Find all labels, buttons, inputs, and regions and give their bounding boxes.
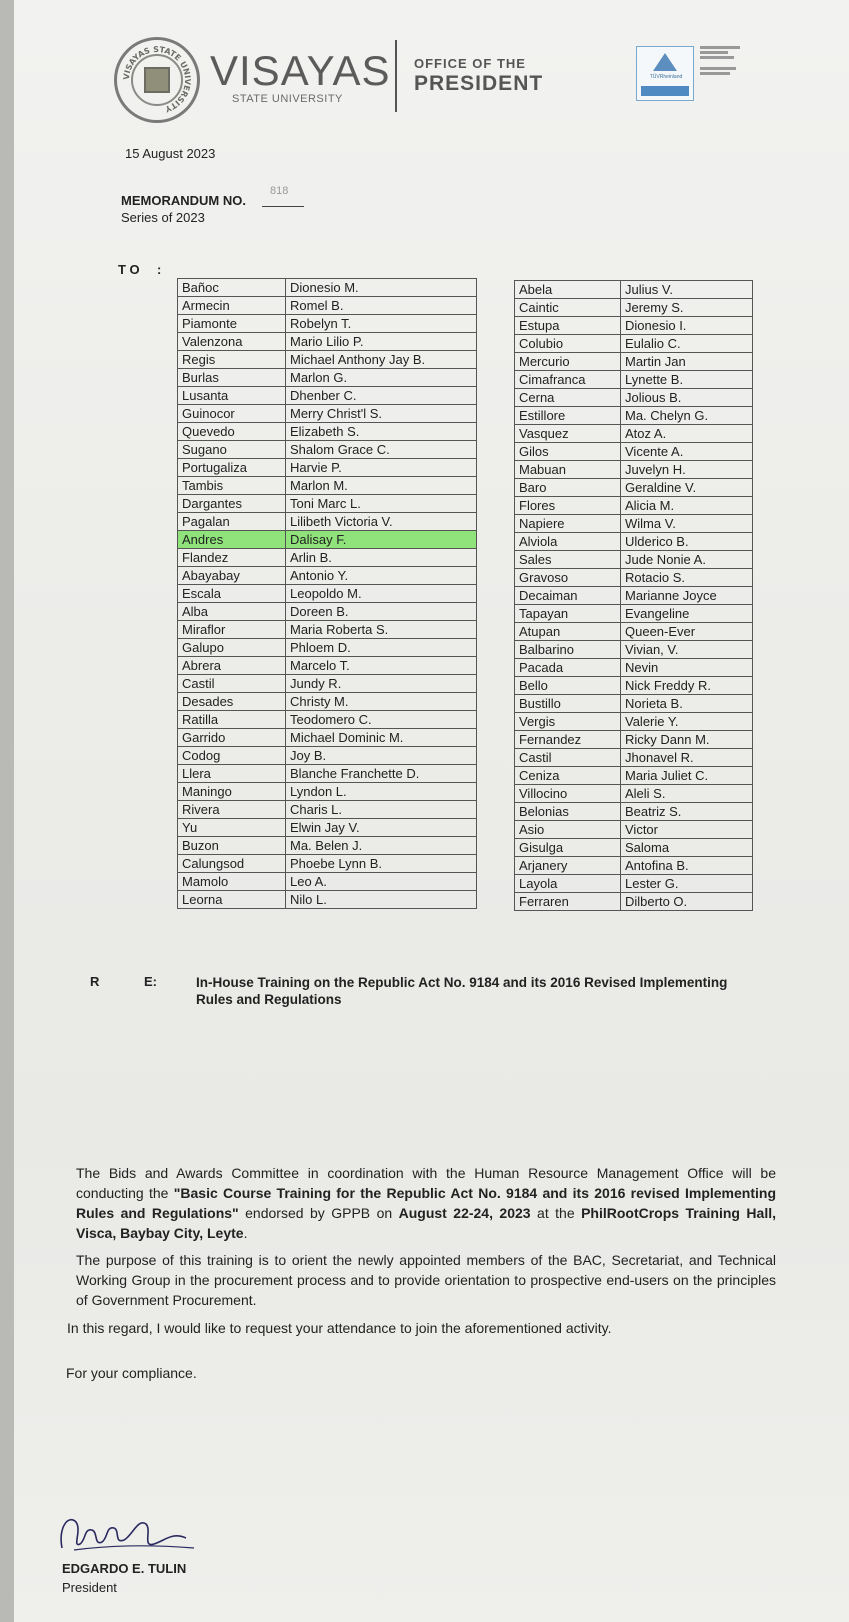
- recipient-row: [515, 443, 753, 461]
- recipient-given-name: Antofina B.: [621, 857, 753, 875]
- recipient-row: [178, 495, 477, 513]
- recipient-surname: Quevedo: [178, 423, 286, 441]
- recipient-surname: Maningo: [178, 783, 286, 801]
- recipient-surname: Fernandez: [515, 731, 621, 749]
- brand-subtitle: STATE UNIVERSITY: [232, 93, 343, 105]
- recipient-given-name: Vivian, V.: [621, 641, 753, 659]
- recipient-given-name: Lyndon L.: [286, 783, 477, 801]
- recipient-row: [178, 333, 477, 351]
- recipient-row: [515, 461, 753, 479]
- recipient-surname: Estillore: [515, 407, 621, 425]
- recipient-surname: Pagalan: [178, 513, 286, 531]
- recipient-row: [178, 279, 477, 297]
- recipient-row: [515, 839, 753, 857]
- recipient-row: [515, 857, 753, 875]
- recipient-surname: Buzon: [178, 837, 286, 855]
- recipients-table-right: [514, 280, 753, 911]
- recipient-surname: Sugano: [178, 441, 286, 459]
- recipient-surname: Armecin: [178, 297, 286, 315]
- recipient-surname: Castil: [178, 675, 286, 693]
- recipient-row: [178, 387, 477, 405]
- recipient-row: [515, 587, 753, 605]
- recipient-given-name: Mario Lilio P.: [286, 333, 477, 351]
- recipient-row: [515, 533, 753, 551]
- recipient-surname: Mercurio: [515, 353, 621, 371]
- recipient-given-name: Alicia M.: [621, 497, 753, 515]
- re-label-e: E:: [144, 974, 157, 989]
- recipient-given-name: Harvie P.: [286, 459, 477, 477]
- recipient-row: [515, 731, 753, 749]
- recipient-row: [515, 623, 753, 641]
- recipient-given-name: Phoebe Lynn B.: [286, 855, 477, 873]
- recipient-surname: Gravoso: [515, 569, 621, 587]
- signatory-position: President: [62, 1580, 117, 1595]
- recipient-surname: Calungsod: [178, 855, 286, 873]
- recipient-row: [515, 785, 753, 803]
- body-paragraph-4: For your compliance.: [66, 1365, 197, 1381]
- recipient-row: [515, 605, 753, 623]
- office-line-2: PRESIDENT: [414, 72, 544, 95]
- recipient-surname: Balbarino: [515, 641, 621, 659]
- recipient-row: [515, 407, 753, 425]
- recipient-row: [515, 659, 753, 677]
- recipient-given-name: Maria Juliet C.: [621, 767, 753, 785]
- p1-part-e: at the: [530, 1205, 582, 1221]
- recipient-surname: Colubio: [515, 335, 621, 353]
- recipient-surname: Regis: [178, 351, 286, 369]
- recipient-surname: Gilos: [515, 443, 621, 461]
- recipient-surname: Layola: [515, 875, 621, 893]
- recipient-given-name: Jude Nonie A.: [621, 551, 753, 569]
- recipient-given-name: Jundy R.: [286, 675, 477, 693]
- recipient-row: [515, 893, 753, 911]
- recipient-given-name: Romel B.: [286, 297, 477, 315]
- recipient-row: [178, 603, 477, 621]
- recipient-given-name: Leopoldo M.: [286, 585, 477, 603]
- recipient-given-name: Merry Christ'l S.: [286, 405, 477, 423]
- handwritten-signature: [54, 1508, 204, 1562]
- recipient-given-name: Rotacio S.: [621, 569, 753, 587]
- recipient-row: [178, 315, 477, 333]
- recipient-surname: Alba: [178, 603, 286, 621]
- recipient-row: [515, 479, 753, 497]
- cert-bar: [641, 86, 689, 96]
- recipient-row: [178, 657, 477, 675]
- recipient-surname: Alviola: [515, 533, 621, 551]
- memo-page: [14, 0, 849, 1622]
- recipient-row: [178, 819, 477, 837]
- recipient-given-name: Valerie Y.: [621, 713, 753, 731]
- recipient-surname: Andres: [178, 531, 286, 549]
- training-dates: August 22-24, 2023: [398, 1205, 531, 1221]
- recipient-surname: Decaiman: [515, 587, 621, 605]
- recipient-surname: Valenzona: [178, 333, 286, 351]
- p1-part-c: endorsed by GPPB on: [238, 1205, 399, 1221]
- recipient-surname: Mamolo: [178, 873, 286, 891]
- recipient-given-name: Marlon M.: [286, 477, 477, 495]
- recipient-row: [515, 695, 753, 713]
- recipient-surname: Villocino: [515, 785, 621, 803]
- recipient-surname: Escala: [178, 585, 286, 603]
- recipient-given-name: Shalom Grace C.: [286, 441, 477, 459]
- recipient-given-name: Ma. Belen J.: [286, 837, 477, 855]
- recipient-surname: Garrido: [178, 729, 286, 747]
- recipient-given-name: Vicente A.: [621, 443, 753, 461]
- recipient-given-name: Nevin: [621, 659, 753, 677]
- recipient-surname: Cerna: [515, 389, 621, 407]
- recipient-row: [178, 783, 477, 801]
- memo-number: 818: [270, 185, 289, 197]
- recipient-row: [515, 767, 753, 785]
- recipient-surname: Guinocor: [178, 405, 286, 423]
- seal-text: VISAYAS STATE UNIVERSITY: [121, 44, 193, 114]
- recipient-row: [178, 837, 477, 855]
- recipient-given-name: Nilo L.: [286, 891, 477, 909]
- recipient-surname: Abela: [515, 281, 621, 299]
- recipient-surname: Flandez: [178, 549, 286, 567]
- recipient-surname: Abayabay: [178, 567, 286, 585]
- recipient-surname: Gisulga: [515, 839, 621, 857]
- recipient-given-name: Doreen B.: [286, 603, 477, 621]
- recipient-given-name: Michael Anthony Jay B.: [286, 351, 477, 369]
- brand-name: VISAYAS: [210, 47, 391, 94]
- recipient-row: [515, 335, 753, 353]
- p1-part-g: .: [243, 1225, 248, 1241]
- recipient-given-name: Julius V.: [621, 281, 753, 299]
- recipient-given-name: Lynette B.: [621, 371, 753, 389]
- recipient-surname: Ferraren: [515, 893, 621, 911]
- recipient-given-name: Martin Jan: [621, 353, 753, 371]
- memo-label: MEMORANDUM NO.: [121, 193, 246, 208]
- recipient-given-name: Christy M.: [286, 693, 477, 711]
- recipient-row: [178, 621, 477, 639]
- recipient-surname: Flores: [515, 497, 621, 515]
- recipient-row: [178, 567, 477, 585]
- recipient-surname: Bello: [515, 677, 621, 695]
- recipient-row: [178, 531, 477, 549]
- seal-core: [144, 67, 170, 93]
- to-colon: :: [157, 262, 162, 277]
- recipient-row: [178, 477, 477, 495]
- recipient-given-name: Marcelo T.: [286, 657, 477, 675]
- body-paragraph-1: [76, 1163, 776, 1243]
- recipient-row: [515, 317, 753, 335]
- memo-date: 15 August 2023: [125, 146, 216, 161]
- recipient-surname: Miraflor: [178, 621, 286, 639]
- recipient-surname: Vergis: [515, 713, 621, 731]
- recipient-given-name: Beatriz S.: [621, 803, 753, 821]
- recipient-surname: Vasquez: [515, 425, 621, 443]
- recipient-given-name: Arlin B.: [286, 549, 477, 567]
- recipient-given-name: Elwin Jay V.: [286, 819, 477, 837]
- office-line-1: OFFICE OF THE: [414, 56, 526, 71]
- recipient-row: [178, 711, 477, 729]
- recipient-row: [178, 639, 477, 657]
- recipient-surname: Llera: [178, 765, 286, 783]
- recipients-table-left: [177, 278, 477, 909]
- recipient-given-name: Geraldine V.: [621, 479, 753, 497]
- recipient-surname: Piamonte: [178, 315, 286, 333]
- recipient-surname: Mabuan: [515, 461, 621, 479]
- signatory-name: EDGARDO E. TULIN: [62, 1561, 187, 1576]
- recipient-row: [515, 677, 753, 695]
- re-label-r: R: [90, 974, 100, 989]
- recipient-surname: Baro: [515, 479, 621, 497]
- recipient-row: [178, 801, 477, 819]
- p1-part-a: The Bids and Awards Committee in coordination with the Human Resource Management Office will be conducting the: [76, 1165, 776, 1201]
- recipient-row: [515, 749, 753, 767]
- recipient-row: [515, 389, 753, 407]
- recipient-given-name: Lilibeth Victoria V.: [286, 513, 477, 531]
- recipient-row: [515, 713, 753, 731]
- cert-triangle-icon: [653, 53, 677, 71]
- recipient-given-name: Atoz A.: [621, 425, 753, 443]
- recipient-row: [178, 693, 477, 711]
- recipient-row: [178, 675, 477, 693]
- recipient-surname: Portugaliza: [178, 459, 286, 477]
- recipient-row: [178, 297, 477, 315]
- recipient-row: [178, 855, 477, 873]
- recipient-given-name: Toni Marc L.: [286, 495, 477, 513]
- recipient-row: [515, 569, 753, 587]
- recipient-given-name: Teodomero C.: [286, 711, 477, 729]
- memo-number-underline: [262, 206, 304, 207]
- recipient-surname: Leorna: [178, 891, 286, 909]
- recipient-given-name: Blanche Franchette D.: [286, 765, 477, 783]
- recipient-row: [515, 875, 753, 893]
- to-label: T O: [118, 262, 140, 277]
- recipient-row: [515, 299, 753, 317]
- recipient-given-name: Michael Dominic M.: [286, 729, 477, 747]
- recipient-row: [178, 513, 477, 531]
- recipient-row: [515, 281, 753, 299]
- recipient-row: [178, 423, 477, 441]
- recipient-given-name: Queen-Ever: [621, 623, 753, 641]
- recipient-given-name: Evangeline: [621, 605, 753, 623]
- recipient-given-name: Ma. Chelyn G.: [621, 407, 753, 425]
- recipient-given-name: Joy B.: [286, 747, 477, 765]
- recipient-surname: Ceniza: [515, 767, 621, 785]
- recipient-row: [178, 405, 477, 423]
- recipient-given-name: Jeremy S.: [621, 299, 753, 317]
- recipient-surname: Estupa: [515, 317, 621, 335]
- recipient-surname: Atupan: [515, 623, 621, 641]
- recipient-given-name: Antonio Y.: [286, 567, 477, 585]
- training-title: "Basic Course Training for the Republic Act No. 9184 and its 2016 revised Implementing Rules and Regulations": [76, 1185, 776, 1221]
- recipient-given-name: Ulderico B.: [621, 533, 753, 551]
- recipient-given-name: Eulalio C.: [621, 335, 753, 353]
- cert-mark: TÜVRheinland: [649, 74, 683, 80]
- recipient-given-name: Marianne Joyce: [621, 587, 753, 605]
- recipient-row: [515, 371, 753, 389]
- recipient-surname: Pacada: [515, 659, 621, 677]
- recipient-row: [178, 585, 477, 603]
- recipient-surname: Codog: [178, 747, 286, 765]
- recipient-given-name: Dalisay F.: [286, 531, 477, 549]
- recipient-row: [178, 747, 477, 765]
- recipient-given-name: Dionesio M.: [286, 279, 477, 297]
- university-seal-icon: [114, 37, 200, 123]
- recipient-row: [515, 803, 753, 821]
- recipient-surname: Tambis: [178, 477, 286, 495]
- recipient-surname: Abrera: [178, 657, 286, 675]
- recipient-row: [178, 873, 477, 891]
- recipient-given-name: Charis L.: [286, 801, 477, 819]
- recipient-given-name: Maria Roberta S.: [286, 621, 477, 639]
- recipient-row: [515, 641, 753, 659]
- recipient-surname: Belonias: [515, 803, 621, 821]
- recipient-given-name: Robelyn T.: [286, 315, 477, 333]
- recipient-given-name: Juvelyn H.: [621, 461, 753, 479]
- recipient-surname: Caintic: [515, 299, 621, 317]
- recipient-row: [178, 441, 477, 459]
- recipient-surname: Tapayan: [515, 605, 621, 623]
- body-paragraph-3: In this regard, I would like to request your attendance to join the aforementioned activity.: [67, 1320, 612, 1336]
- letterhead-divider: [395, 40, 397, 112]
- recipient-given-name: Saloma: [621, 839, 753, 857]
- recipient-given-name: Wilma V.: [621, 515, 753, 533]
- recipient-given-name: Marlon G.: [286, 369, 477, 387]
- training-venue: PhilRootCrops Training Hall, Visca, Baybay City, Leyte: [76, 1205, 776, 1241]
- recipient-surname: Ratilla: [178, 711, 286, 729]
- subject-text: In-House Training on the Republic Act No. 9184 and its 2016 Revised Implementing Rules and Regulations: [196, 975, 728, 1007]
- recipient-given-name: Dionesio I.: [621, 317, 753, 335]
- recipient-surname: Lusanta: [178, 387, 286, 405]
- recipient-row: [515, 497, 753, 515]
- recipient-surname: Desades: [178, 693, 286, 711]
- certification-badge-icon: [636, 46, 694, 101]
- recipient-surname: Napiere: [515, 515, 621, 533]
- recipient-given-name: Aleli S.: [621, 785, 753, 803]
- body-paragraph-2: The purpose of this training is to orient the newly appointed members of the BAC, Secretariat, and Technical Working Group in the procurement process and to provide orientation to prospective end-users on the principles of Government Procurement.: [76, 1252, 776, 1308]
- recipient-surname: Burlas: [178, 369, 286, 387]
- recipient-given-name: Victor: [621, 821, 753, 839]
- recipient-row: [515, 515, 753, 533]
- recipient-surname: Galupo: [178, 639, 286, 657]
- recipient-row: [178, 369, 477, 387]
- recipient-surname: Arjanery: [515, 857, 621, 875]
- recipient-given-name: Nick Freddy R.: [621, 677, 753, 695]
- recipient-given-name: Jolious B.: [621, 389, 753, 407]
- recipient-row: [178, 765, 477, 783]
- recipient-row: [515, 821, 753, 839]
- recipient-surname: Sales: [515, 551, 621, 569]
- cert-fine-print: [700, 44, 760, 77]
- recipient-row: [178, 729, 477, 747]
- recipient-given-name: Phloem D.: [286, 639, 477, 657]
- recipient-surname: Asio: [515, 821, 621, 839]
- memo-series: Series of 2023: [121, 210, 205, 225]
- recipient-given-name: Dilberto O.: [621, 893, 753, 911]
- recipient-row: [515, 425, 753, 443]
- recipient-given-name: Leo A.: [286, 873, 477, 891]
- recipient-row: [515, 353, 753, 371]
- recipient-surname: Dargantes: [178, 495, 286, 513]
- recipient-row: [178, 549, 477, 567]
- recipient-row: [178, 459, 477, 477]
- recipient-surname: Castil: [515, 749, 621, 767]
- recipient-row: [178, 891, 477, 909]
- recipient-given-name: Ricky Dann M.: [621, 731, 753, 749]
- recipient-surname: Bustillo: [515, 695, 621, 713]
- recipient-surname: Bañoc: [178, 279, 286, 297]
- recipient-surname: Cimafranca: [515, 371, 621, 389]
- recipient-row: [178, 351, 477, 369]
- recipient-surname: Rivera: [178, 801, 286, 819]
- recipient-given-name: Dhenber C.: [286, 387, 477, 405]
- recipient-surname: Yu: [178, 819, 286, 837]
- recipient-given-name: Jhonavel R.: [621, 749, 753, 767]
- recipient-given-name: Lester G.: [621, 875, 753, 893]
- recipient-given-name: Norieta B.: [621, 695, 753, 713]
- recipient-row: [515, 551, 753, 569]
- recipient-given-name: Elizabeth S.: [286, 423, 477, 441]
